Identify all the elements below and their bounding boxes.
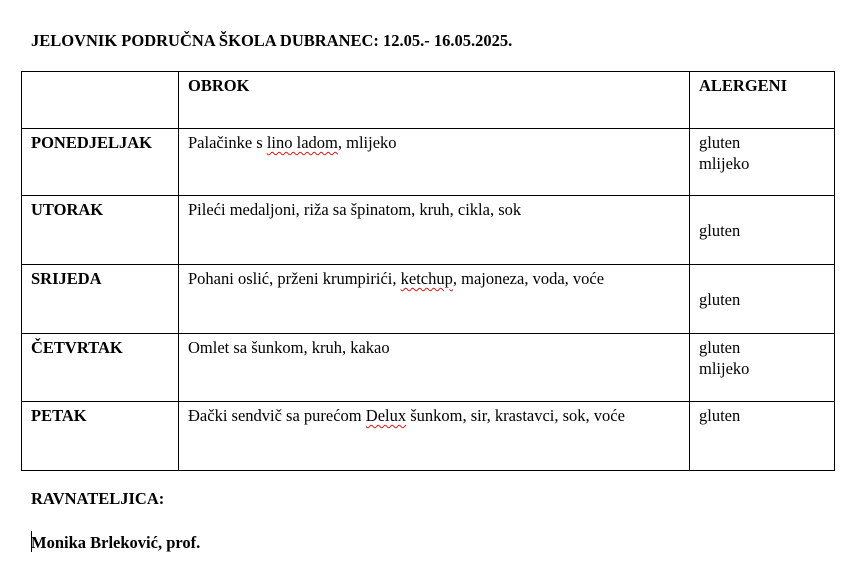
- meal-cell: [179, 402, 690, 471]
- day-cell: UTORAK: [22, 196, 179, 265]
- spellcheck-flagged-word[interactable]: lino ladom: [266, 133, 338, 152]
- allergens-cell: [690, 334, 835, 402]
- spellcheck-flagged-word[interactable]: ketchup: [400, 269, 453, 288]
- signature-label: RAVNATELJICA:: [31, 489, 165, 508]
- menu-table: [21, 71, 835, 471]
- allergen-item: mlijeko: [699, 359, 750, 378]
- meal-cell: [179, 265, 690, 334]
- document-title: JELOVNIK PODRUČNA ŠKOLA DUBRANEC: 12.05.- 16.05.2025.: [31, 31, 513, 50]
- day-cell: PETAK: [22, 402, 179, 471]
- allergens-cell: [690, 265, 835, 334]
- table-row: [22, 265, 835, 334]
- allergen-item: gluten: [699, 406, 741, 425]
- allergens-cell: [690, 129, 835, 196]
- allergen-item: gluten: [699, 221, 741, 240]
- meal-text: šunkom, sir, krastavci, sok, voće: [406, 406, 625, 425]
- table-header-row: [22, 72, 835, 129]
- meal-cell: [179, 129, 690, 196]
- meal-text: , majoneza, voda, voće: [452, 269, 605, 288]
- meal-cell: Omlet sa šunkom, kruh, kakao: [179, 334, 690, 402]
- signature-name[interactable]: Monika Brleković, prof.: [31, 533, 201, 552]
- header-allergens-cell: ALERGENI: [690, 72, 835, 129]
- meal-text: Pohani oslić, prženi krumpirići,: [188, 269, 401, 288]
- meal-text: , mlijeko: [337, 133, 397, 152]
- header-meal-cell: OBROK: [179, 72, 690, 129]
- allergens-cell: [690, 196, 835, 265]
- day-cell: SRIJEDA: [22, 265, 179, 334]
- table-row: [22, 334, 835, 402]
- meal-text: Palačinke s: [188, 133, 267, 152]
- empty-line: [699, 268, 825, 289]
- day-cell: PONEDJELJAK: [22, 129, 179, 196]
- allergen-item: gluten: [699, 290, 741, 309]
- empty-line: [699, 199, 825, 220]
- table-row: [22, 402, 835, 471]
- header-day-cell: [22, 72, 179, 129]
- day-cell: ČETVRTAK: [22, 334, 179, 402]
- allergen-item: mlijeko: [699, 154, 750, 173]
- allergen-item: gluten: [699, 133, 741, 152]
- spellcheck-flagged-word[interactable]: Delux: [365, 406, 407, 425]
- table-row: [22, 196, 835, 265]
- allergens-cell: [690, 402, 835, 471]
- meal-text: Đački sendvič sa purećom: [188, 406, 366, 425]
- allergen-item: gluten: [699, 338, 741, 357]
- meal-cell: Pileći medaljoni, riža sa špinatom, kruh, cikla, sok: [179, 196, 690, 265]
- table-row: [22, 129, 835, 196]
